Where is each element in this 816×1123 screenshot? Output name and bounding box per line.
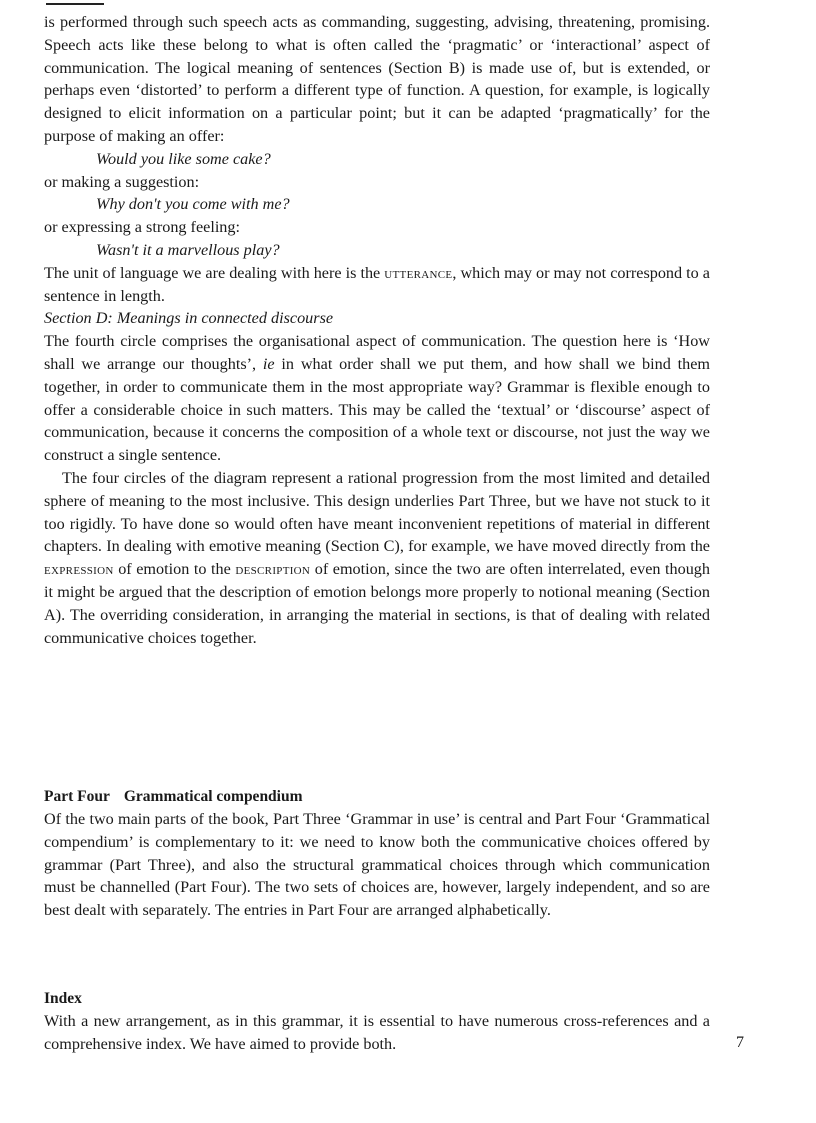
connector-feeling: or expressing a strong feeling: bbox=[44, 218, 240, 237]
term-utterance: utterance bbox=[384, 263, 453, 282]
example-offer: Would you like some cake? bbox=[96, 149, 271, 168]
connector-suggestion: or making a suggestion: bbox=[44, 172, 200, 191]
top-rule bbox=[46, 3, 104, 5]
four-circles-paragraph: The four circles of the diagram represent a rational progression from the most limited and detailed sphere of meaning to the most inclusive. This design underlies Part Three, but we have not stuck to it too rigidly. To have done so would often have meant inconvenient repetitions of material in different chapters. In dealing with emotive meaning (Section C), for example, we have moved directly from the expression of emotion to the description of emotion, since the two are often interrelated, even though it might be argued that the description of emotion belongs more properly to notional meaning (Section A). The overriding consideration, in arranging the material in sections, is that of dealing with related communicative choices together. bbox=[44, 468, 710, 647]
section-d-heading: Section D: Meanings in connected discourse bbox=[44, 309, 334, 328]
part-four-paragraph: Of the two main parts of the book, Part Three ‘Grammar in use’ is central and Part Four ‘Grammatical compendium’ is complementary to it: we need to know both the communicative choices offered by grammar (Part Three), and also the structural grammatical choices through which communication must be channelled (Part Four). The two sets of choices are, however, largely independent, and so are best dealt with separately. The entries in Part Four are arranged alphabetically. bbox=[44, 810, 710, 920]
intro-paragraph: is performed through such speech acts as commanding, suggesting, advising, threatening, promising. Speech acts like these belong to what is often called the ‘pragmatic’ or ‘interactional’ aspect of communication. The logical meaning of sentences (Section B) is made use of, but is extended, or perhaps even ‘distorted’ to perform a different type of function. A question, for example, is logically designed to elicit information on a particular point; but it can be adapted ‘pragmatically’ for the purpose of making an offer: bbox=[44, 13, 710, 145]
term-expression: expression bbox=[44, 560, 114, 579]
index-heading: Index bbox=[44, 990, 82, 1007]
index-paragraph: With a new arrangement, as in this grammar, it is essential to have numerous cross-references and a comprehensive index. We have aimed to provide both. bbox=[44, 1012, 710, 1053]
page-number: 7 bbox=[736, 1034, 744, 1051]
example-feeling: Wasn't it a marvellous play? bbox=[96, 240, 280, 259]
term-description: description bbox=[235, 560, 311, 579]
index-block bbox=[44, 988, 710, 1056]
utterance-paragraph: The unit of language we are dealing with here is the utterance, which may or may not correspond to a sentence in length. bbox=[44, 263, 710, 305]
intro-block bbox=[44, 11, 710, 649]
example-suggestion: Why don't you come with me? bbox=[96, 195, 290, 214]
section-d-paragraph: The fourth circle comprises the organisational aspect of communication. The question here is ‘How shall we arrange our thoughts’, ie in what order shall we put them, and how shall we bind them together, in order to communicate them in the most appropriate way? Grammar is flexible enough to offer a considerable choice in such matters. This may be called the ‘textual’ or ‘discourse’ aspect of communication, because it concerns the composition of a whole text or discourse, not just the way we construct a single sentence. bbox=[44, 332, 710, 465]
part-four-block bbox=[44, 786, 710, 922]
part-four-heading: Part Four Grammatical compendium bbox=[44, 788, 303, 805]
